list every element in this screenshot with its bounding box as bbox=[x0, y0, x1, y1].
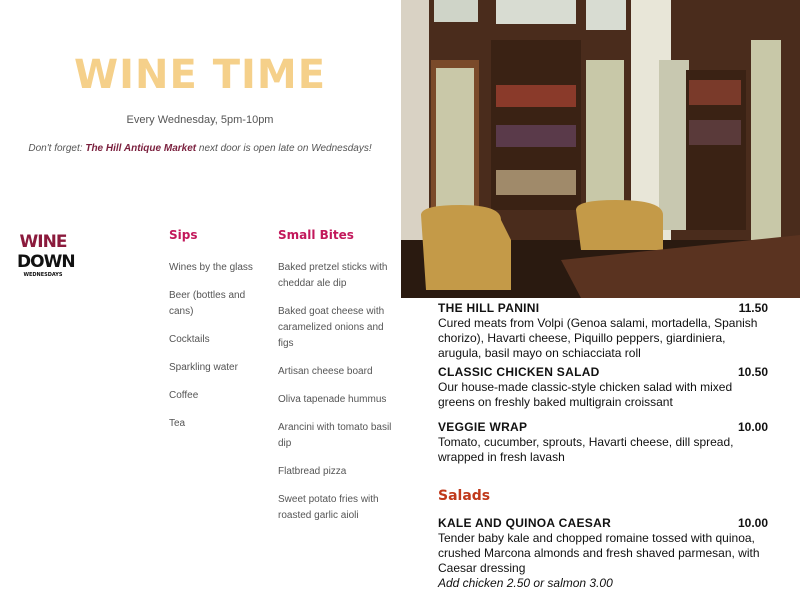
event-title: WINE TIME bbox=[73, 52, 327, 98]
list-item: Sweet potato fries with roasted garlic aioli bbox=[278, 494, 379, 521]
small-bites-heading: Small Bites bbox=[278, 228, 354, 242]
list-item: Arancini with tomato basil dip bbox=[278, 422, 392, 449]
note-suffix: next door is open late on Wednesdays! bbox=[196, 143, 372, 154]
salads-heading: Salads bbox=[438, 488, 491, 504]
logo-line2: DOWN bbox=[17, 252, 75, 272]
menu-item bbox=[438, 516, 768, 591]
item-name: VEGGIE WRAP bbox=[438, 420, 528, 434]
item-price: 11.50 bbox=[738, 301, 768, 315]
item-price: 10.00 bbox=[737, 420, 768, 434]
sips-list bbox=[169, 228, 269, 444]
list-item: Sparkling water bbox=[169, 362, 238, 373]
menu-item bbox=[438, 420, 768, 465]
list-item: Coffee bbox=[169, 390, 199, 401]
item-name: KALE AND QUINOA CAESAR bbox=[438, 516, 612, 530]
library-room-photo bbox=[401, 0, 800, 298]
list-item: Baked goat cheese with caramelized onions and figs bbox=[278, 306, 385, 349]
event-note bbox=[0, 143, 400, 154]
item-name: CLASSIC CHICKEN SALAD bbox=[438, 365, 600, 379]
list-item: Cocktails bbox=[169, 334, 210, 345]
list-item: Artisan cheese board bbox=[278, 366, 373, 377]
item-desc: Our house-made classic-style chicken salad with mixed greens on freshly baked multigrain croissant bbox=[438, 380, 733, 409]
menu-item bbox=[438, 301, 768, 361]
small-bites-list bbox=[278, 228, 393, 536]
list-item: Oliva tapenade hummus bbox=[278, 394, 387, 405]
sips-heading: Sips bbox=[169, 228, 198, 242]
event-schedule: Every Wednesday, 5pm-10pm bbox=[126, 114, 274, 126]
item-price: 10.00 bbox=[737, 516, 768, 530]
item-name: THE HILL PANINI bbox=[438, 301, 540, 315]
item-desc: Tender baby kale and chopped romaine tossed with quinoa, crushed Marcona almonds and fresh shaved parmesan, with Caesar dressing bbox=[438, 531, 760, 575]
menu-item bbox=[438, 365, 768, 410]
list-item: Flatbread pizza bbox=[278, 466, 347, 477]
list-item: Beer (bottles and cans) bbox=[169, 290, 246, 317]
list-item: Wines by the glass bbox=[169, 262, 253, 273]
item-price: 10.50 bbox=[737, 365, 768, 379]
antique-market-link[interactable]: The Hill Antique Market bbox=[85, 143, 197, 154]
note-prefix: Don't forget: bbox=[28, 143, 86, 154]
logo-line3: WEDNESDAYS bbox=[23, 272, 63, 278]
list-item: Baked pretzel sticks with cheddar ale dip bbox=[278, 262, 388, 289]
logo-line1: WINE bbox=[19, 232, 67, 252]
item-desc: Cured meats from Volpi (Genoa salami, mortadella, Spanish chorizo), Havarti cheese, Piquillo peppers, giardiniera, arugula, basil mayo on schiacciata roll bbox=[438, 316, 758, 360]
item-extra: Add chicken 2.50 or salmon 3.00 bbox=[438, 576, 613, 590]
wine-down-logo bbox=[17, 232, 75, 278]
item-desc: Tomato, cucumber, sprouts, Havarti cheese, dill spread, wrapped in fresh lavash bbox=[438, 435, 734, 464]
list-item: Tea bbox=[169, 418, 186, 429]
